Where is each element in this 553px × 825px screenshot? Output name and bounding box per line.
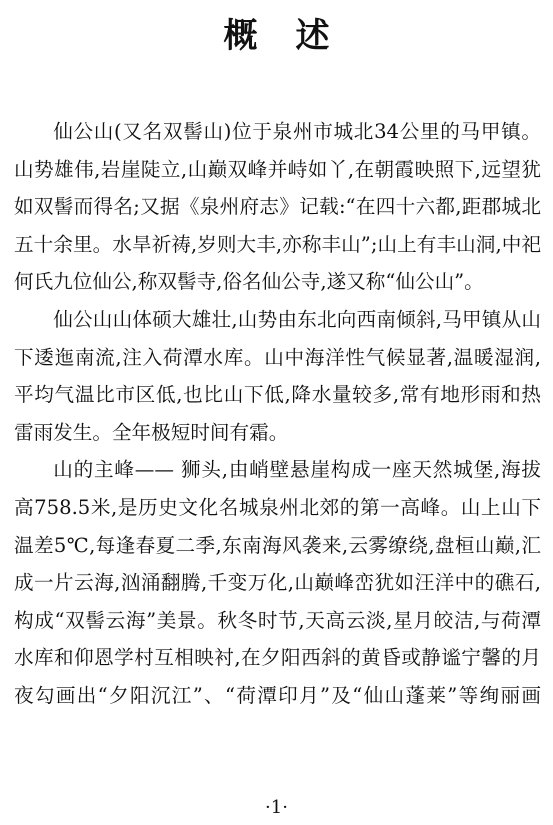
paragraph-1: 仙公山(又名双髻山)位于泉州市城北34公里的马甲镇。山势雄伟,岩崖陡立,山巅双峰并峙如丫,在朝霞映照下,远望犹如双髻而得名;又据《泉州府志》记载:“在四十六都,距郡城北五十余里。水旱祈祷,岁则大丰,亦称丰山”;山上有丰山洞,中祀何氏九位仙公,称双髻寺,俗名仙公寺,遂又称“仙公山”。: [14, 120, 541, 294]
page-number: ·1·: [265, 797, 288, 818]
body-text: [14, 113, 541, 715]
paragraph-2: 仙公山山体硕大雄壮,山势由东北向西南倾斜,马甲镇从山下逶迤南流,注入荷潭水库。山中海洋性气候显著,温暖湿润,平均气温比市区低,也比山下低,降水量较多,常有地形雨和热雷雨发生。全年极短时间有霜。: [14, 307, 541, 444]
page-title: 概述: [223, 16, 368, 56]
paragraph-3: 山的主峰—— 狮头,由峭壁悬崖构成一座天然城堡,海拔高758.5米,是历史文化名城泉州北郊的第一高峰。山上山下温差5℃,每逢春夏二季,东南海风袭来,云雾缭绕,盘桓山巅,汇成一片云海,汹涌翻腾,千变万化,山巅峰峦犹如汪洋中的礁石,构成“双髻云海”美景。秋冬时节,天高云淡,星月皎洁,与荷潭水库和仰恩学村互相映衬,在夕阳西斜的黄昏或静谧宁馨的月夜勾画出“夕阳沉江”、“荷潭印月”及“仙山蓬莱”等绚丽画: [14, 458, 541, 707]
